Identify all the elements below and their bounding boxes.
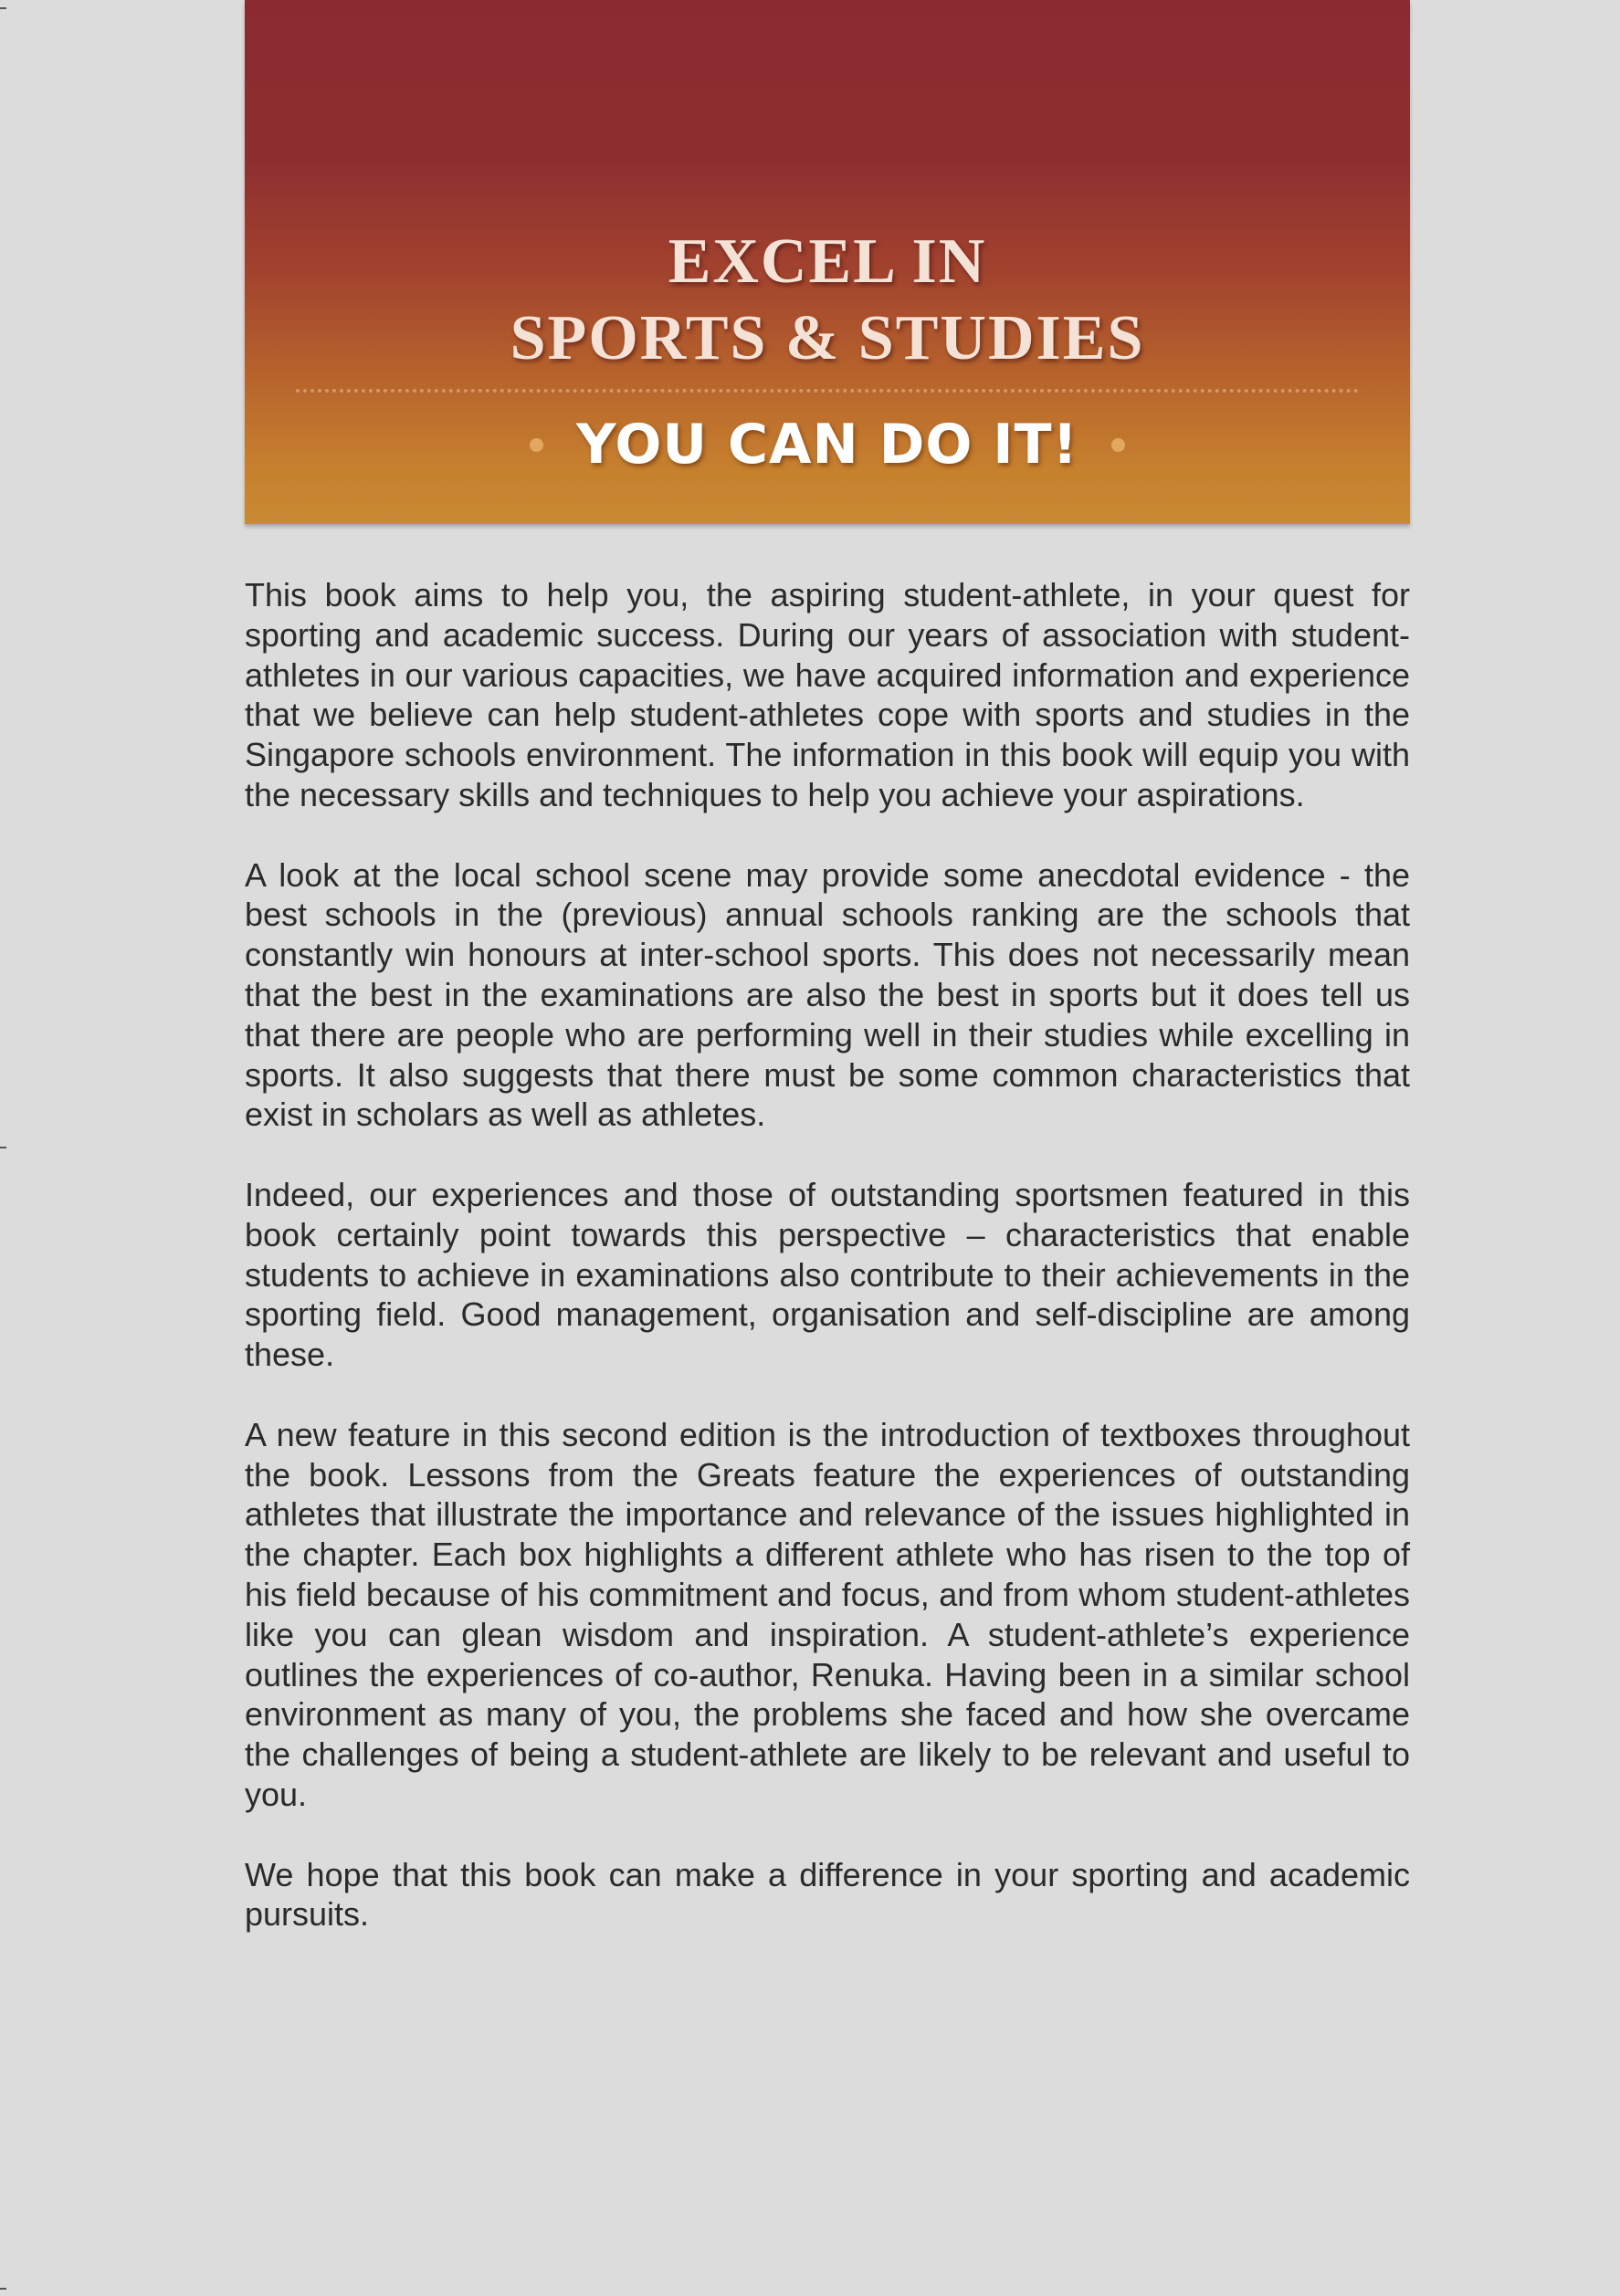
paragraph-1: This book aims to help you, the aspiring student-athlete, in your quest for sporting and academic success. During our years of association with student-athletes in our various capacities, we have acquired information and experience that we believe can help student-athletes cope with sports and studies in the Singapore schools environment. The information in this book will equip you with the necessary skills and techniques to help you achieve your aspirations. bbox=[245, 576, 1410, 813]
banner-subtitle-row bbox=[245, 413, 1410, 477]
banner-title-line-1: EXCEL IN bbox=[668, 226, 987, 297]
paragraph-2: A look at the local school scene may provide some anecdotal evidence - the best schools in the (previous) annual schools ranking are the schools that constantly win honours at inter-school sports. This does not necessarily mean that the best in the examinations are also the best in sports but it does tell us that there are people who are performing well in their studies while excelling in sports. It also suggests that there must be some common characteristics that exist in scholars as well as athletes. bbox=[245, 855, 1410, 1134]
edge-tick-top bbox=[0, 7, 6, 9]
edge-tick-bottom bbox=[0, 2288, 6, 2290]
banner-dotted-divider bbox=[296, 389, 1359, 393]
paragraph-4: A new feature in this second edition is the introduction of textboxes throughout the book. Lessons from the Greats feature the experiences of outstanding athletes that illustrate the importance and relevance of the issues highlighted in the chapter. Each box highlights a different athlete who has risen to the top of his field because of his commitment and focus, and from whom student-athletes like you can glean wisdom and inspiration. A student-athlete’s experience outlines the experiences of co-author, Renuka. Having been in a similar school environment as many of you, the problems she faced and how she overcame the challenges of being a student-athlete are likely to be relevant and useful to you. bbox=[245, 1415, 1410, 1813]
paragraph-5: We hope that this book can make a difference in your sporting and academic pursuits. bbox=[245, 1855, 1410, 1934]
bullet-dot-icon bbox=[1111, 438, 1125, 452]
preface-body bbox=[245, 575, 1410, 1975]
edge-tick-middle bbox=[0, 1147, 6, 1148]
paragraph-3: Indeed, our experiences and those of outstanding sportsmen featured in this book certainly point towards this perspective – characteristics that enable students to achieve in examinations also contribute to their achievements in the sporting field. Good management, organisation and self-discipline are among these. bbox=[245, 1175, 1410, 1374]
title-banner bbox=[245, 0, 1410, 524]
banner-subtitle: YOU CAN DO IT! bbox=[576, 413, 1078, 477]
banner-title-line-2: SPORTS & STUDIES bbox=[510, 303, 1145, 373]
bullet-dot-icon bbox=[530, 438, 543, 452]
